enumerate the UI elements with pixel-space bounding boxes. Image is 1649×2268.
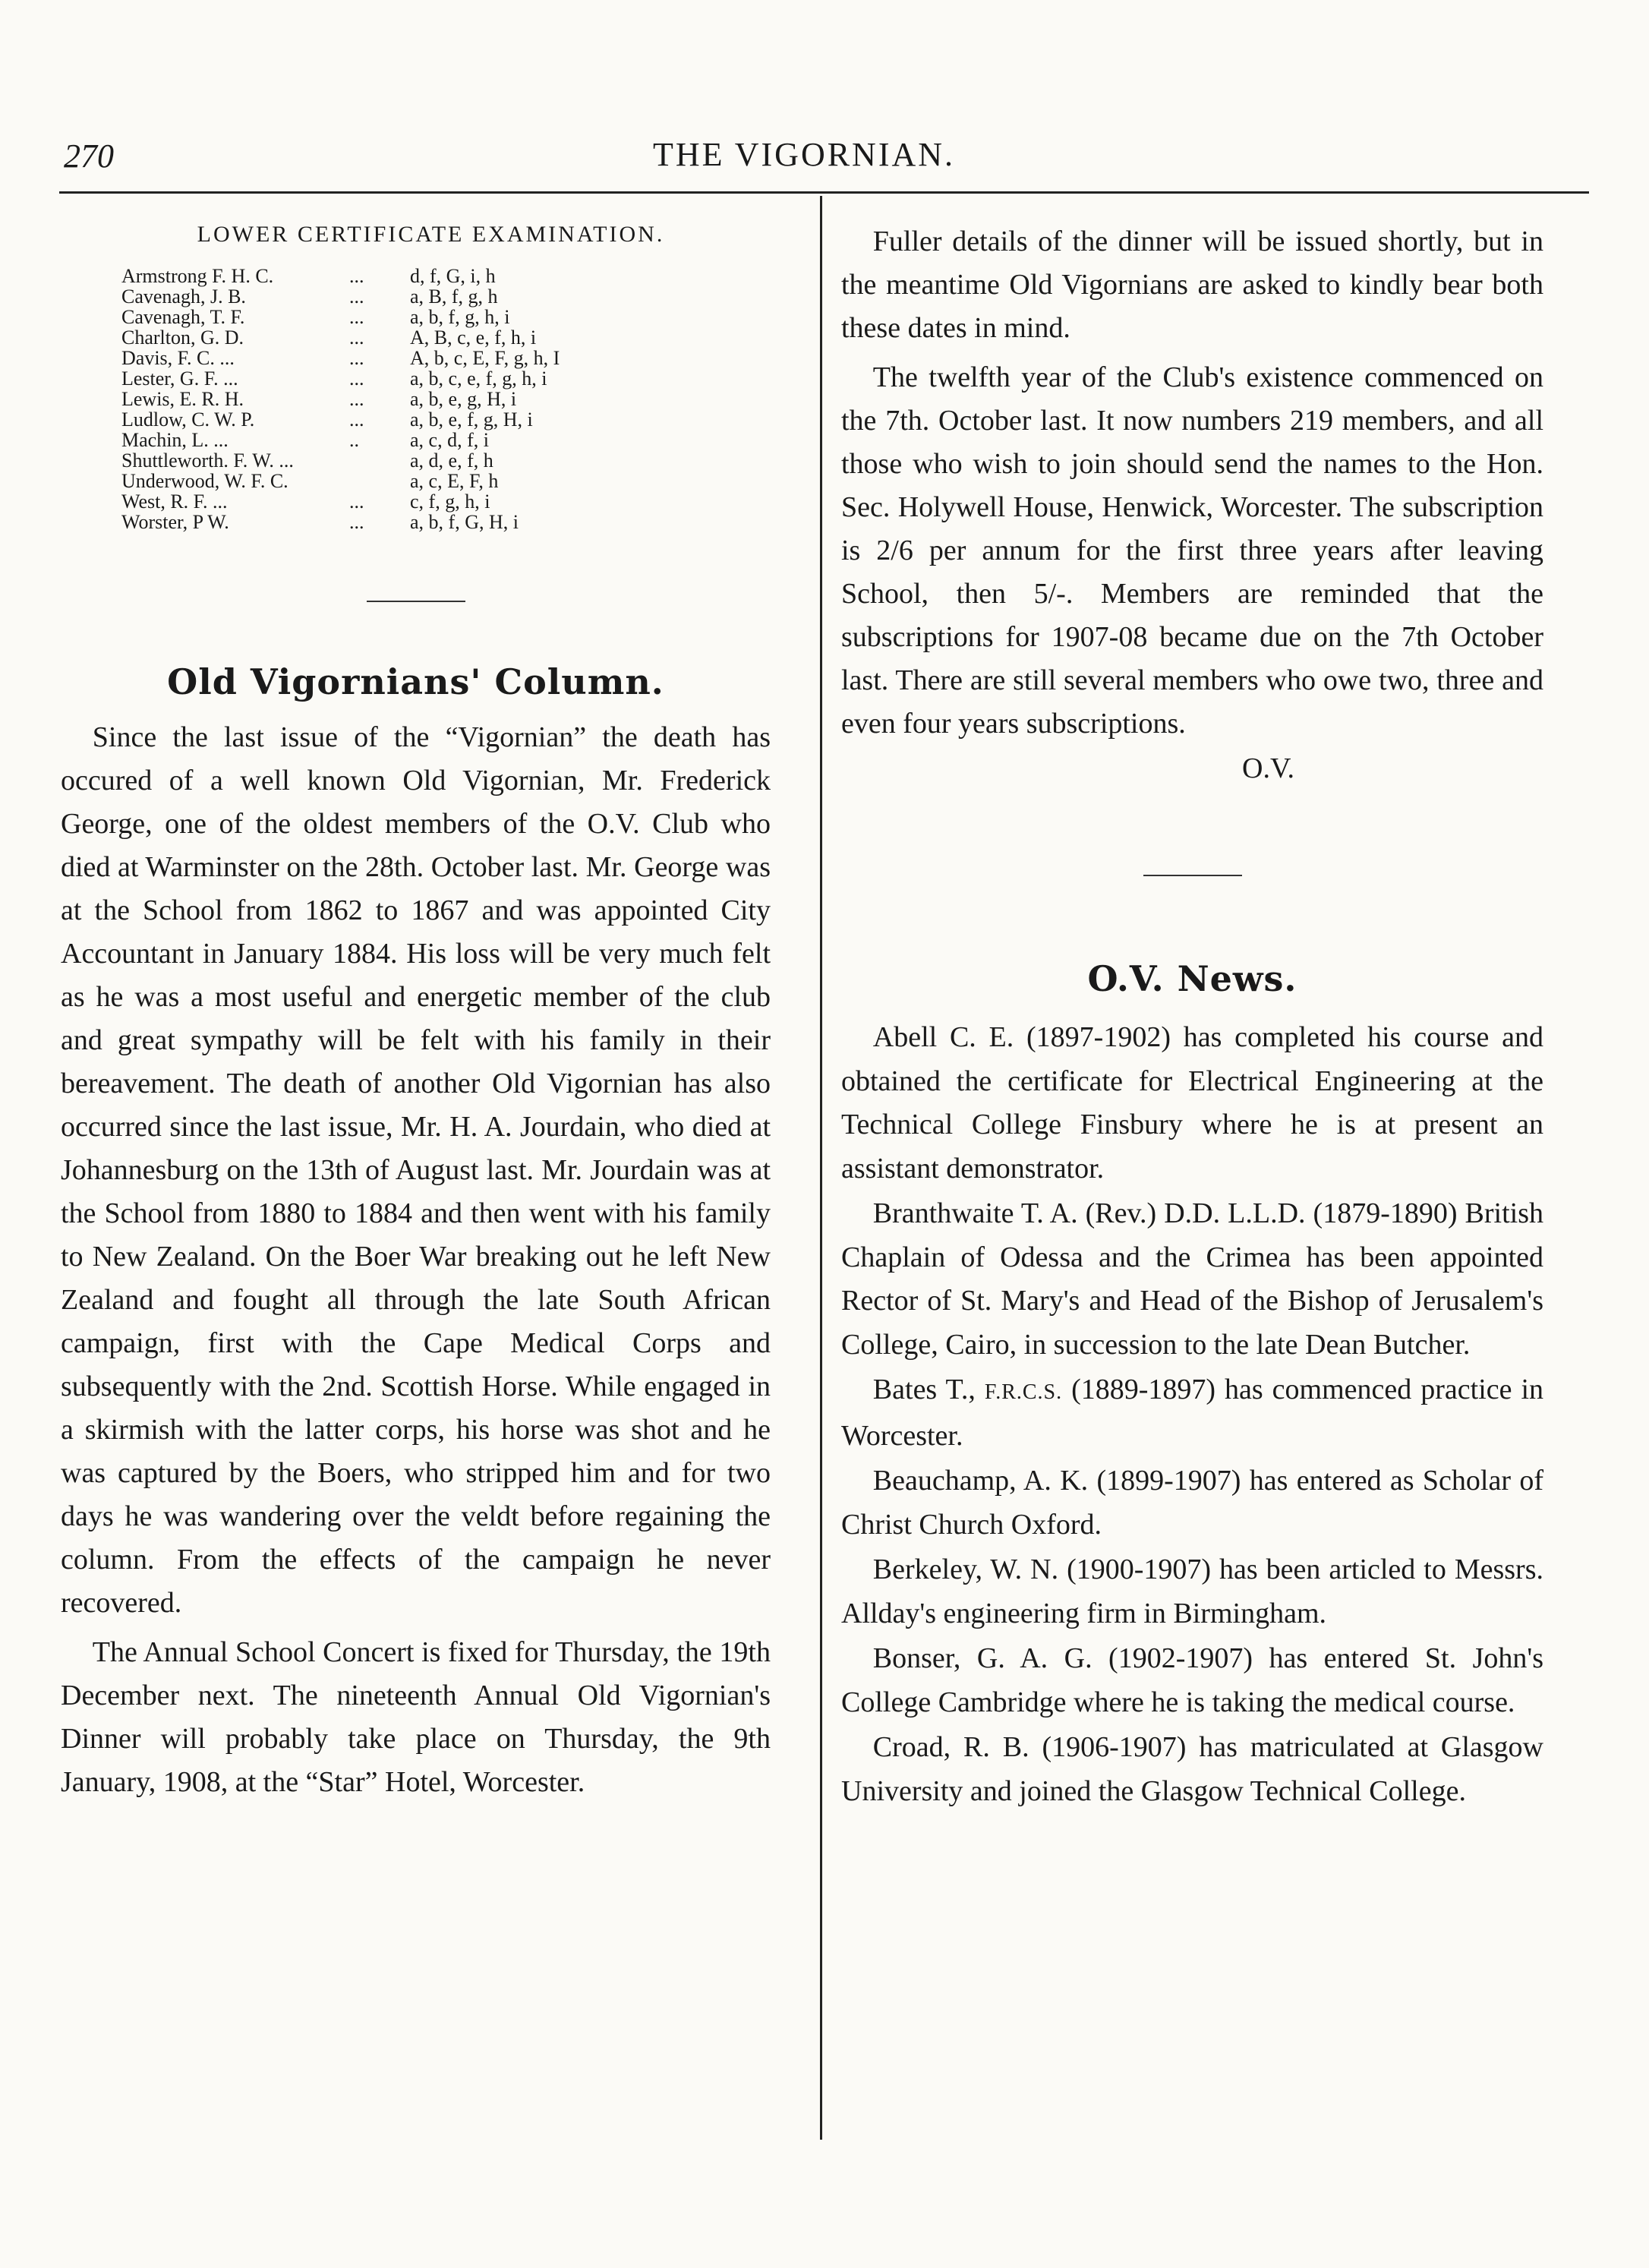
leader-dots <box>349 450 410 471</box>
running-title: THE VIGORNIAN. <box>653 136 956 173</box>
student-name: Shuttleworth. F. W. ... <box>121 449 294 472</box>
exam-heading: LOWER CERTIFICATE EXAMINATION. <box>197 222 665 247</box>
student-name: West, R. F. ... <box>121 491 228 513</box>
postnominal: F.R.C.S. <box>984 1380 1063 1404</box>
page-number: 270 <box>64 137 114 175</box>
ov-column-paragraph: Since the last issue of the “Vigornian” the death has occured of a well known Old Vigornian, Mr. Frederick George, one of the oldest members of the O.V. Club who died at Warminster on the 28th. October last. Mr. George was at the School from 1862 to 1867 and was appointed City Accountant in January 1884. His loss will be very much felt as he was a most useful and energetic member of the club and great sympathy will be felt with his family in their bereavement. The death of another Old Vigornian has also occurred since the last issue, Mr. H. A. Jourdain, who died at Johannesburg on the 13th of August last. Mr. Jourdain was at the School from 1880 to 1884 and then went with his family to New Zealand. On the Boer War breaking out he left New Zealand and fought all through the late South African campaign, first with the Cape Medical Corps and subsequently with the 2nd. Scottish Horse. While engaged in a skirmish with the latter corps, his horse was shot and he was captured by the Boers, who stripped him and for two days he was wandering over the veldt before regaining the column. From the effects of the campaign he never recovered. <box>61 721 771 1619</box>
leader-dots: ... <box>349 511 364 533</box>
grades: a, B, f, g, h <box>410 285 498 308</box>
left-column <box>61 220 771 1810</box>
section-divider <box>1143 875 1242 876</box>
student-name: Worster, P W. <box>121 511 229 533</box>
grades: a, b, f, G, H, i <box>410 511 519 533</box>
student-name: Cavenagh, T. F. <box>121 306 245 328</box>
news-item <box>841 1368 1543 1458</box>
signature: O.V. <box>1242 752 1294 784</box>
grades: a, c, E, F, h <box>410 470 499 492</box>
exam-table <box>121 266 560 532</box>
leader-dots: ... <box>349 326 364 349</box>
header-rule <box>59 191 1589 194</box>
grades: d, f, G, i, h <box>410 265 496 287</box>
student-name: Machin, L. ... <box>121 429 229 451</box>
table-row <box>121 450 560 471</box>
leader-dots: .. <box>349 429 359 451</box>
ov-column-continued: The twelfth year of the Club's existence commenced on the 7th. October last. It now numbers 219 members, and all those who wish to join should send the names to the Hon. Sec. Holywell House, Henwick, Worcester. The subscription is 2/6 per annum for the first three years after leaving School, then 5/-. Members are reminded that the subscriptions for 1907-08 became due on the 7th October last. There are still several members who owe two, three and even four years subscriptions. <box>841 361 1543 740</box>
news-item: Beauchamp, A. K. (1899-1907) has entered as Scholar of Christ Church Oxford. <box>841 1465 1543 1541</box>
table-row <box>121 286 560 307</box>
grades: a, b, f, g, h, i <box>410 306 510 328</box>
leader-dots: ... <box>349 388 364 410</box>
grades: c, f, g, h, i <box>410 491 490 513</box>
student-name: Armstrong F. H. C. <box>121 265 274 287</box>
leader-dots: ... <box>349 306 364 328</box>
grades: A, b, c, E, F, g, h, I <box>410 347 560 369</box>
news-item: Abell C. E. (1897-1902) has completed his course and obtained the certificate for Electrical Engineering at the Technical College Finsbury where he is at present an assistant demonstrator. <box>841 1021 1543 1184</box>
section-divider <box>367 601 465 602</box>
grades: a, b, e, g, H, i <box>410 388 517 410</box>
leader-dots: ... <box>349 491 364 513</box>
table-row <box>121 430 560 450</box>
leader-dots <box>349 471 410 491</box>
student-name: Charlton, G. D. <box>121 326 244 349</box>
leader-dots: ... <box>349 408 364 431</box>
student-name: Davis, F. C. ... <box>121 347 235 369</box>
grades: a, b, c, e, f, g, h, i <box>410 367 547 390</box>
news-item: Berkeley, W. N. (1900-1907) has been articled to Messrs. Allday's engineering firm in Birmingham. <box>841 1554 1543 1629</box>
ov-column-continued: Fuller details of the dinner will be issued shortly, but in the meantime Old Vigornians are asked to kindly bear both these dates in mind. <box>841 226 1543 344</box>
table-row <box>121 389 560 409</box>
table-row <box>121 348 560 368</box>
leader-dots: ... <box>349 265 364 287</box>
student-name: Underwood, W. F. C. <box>121 470 288 492</box>
news-item-text: (1889-1897) has commenced <box>1062 1374 1412 1405</box>
ov-column-paragraph: The Annual School Concert is fixed for Thursday, the 19th December next. The nineteenth Annual Old Vigornian's Dinner will probably take place on Thursday, the 9th January, 1908, at the “Star” Hotel, Worcester. <box>61 1636 771 1798</box>
student-name: Lewis, E. R. H. <box>121 388 244 410</box>
table-row <box>121 491 560 512</box>
news-item-text: Bates T., <box>872 1374 985 1405</box>
leader-dots: ... <box>349 367 364 390</box>
table-row <box>121 307 560 327</box>
grades: a, b, e, f, g, H, i <box>410 408 533 431</box>
grades: A, B, c, e, f, h, i <box>410 326 537 349</box>
student-name: Ludlow, C. W. P. <box>121 408 255 431</box>
student-name: Cavenagh, J. B. <box>121 285 246 308</box>
right-column <box>841 220 1543 1815</box>
grades: a, c, d, f, i <box>410 429 489 451</box>
student-name: Lester, G. F. ... <box>121 367 238 390</box>
grades: a, d, e, f, h <box>410 449 493 472</box>
table-row <box>121 471 560 491</box>
table-row <box>121 368 560 389</box>
news-item-text: practice in Worcester. <box>841 1374 1544 1452</box>
news-item: Bonser, G. A. G. (1902-1907) has entered St. John's College Cambridge where he is taking the medical course. <box>841 1642 1543 1718</box>
column-rule <box>820 196 822 2140</box>
table-row <box>121 512 560 532</box>
leader-dots: ... <box>349 285 364 308</box>
news-item: Branthwaite T. A. (Rev.) D.D. L.L.D. (1879-1890) British Chaplain of Odessa and the Crimea has been appointed Rector of St. Mary's and Head of the Bishop of Jerusalem's College, Cairo, in succession to the late Dean Butcher. <box>841 1197 1543 1361</box>
table-row <box>121 266 560 286</box>
ov-column-title: Old Vigornians' Column. <box>167 661 664 702</box>
news-item: Croad, R. B. (1906-1907) has matriculated at Glasgow University and joined the Glasgow Technical College. <box>841 1731 1543 1807</box>
table-row <box>121 327 560 348</box>
leader-dots: ... <box>349 347 364 369</box>
ov-news-title: O.V. News. <box>1087 958 1297 999</box>
table-row <box>121 409 560 430</box>
